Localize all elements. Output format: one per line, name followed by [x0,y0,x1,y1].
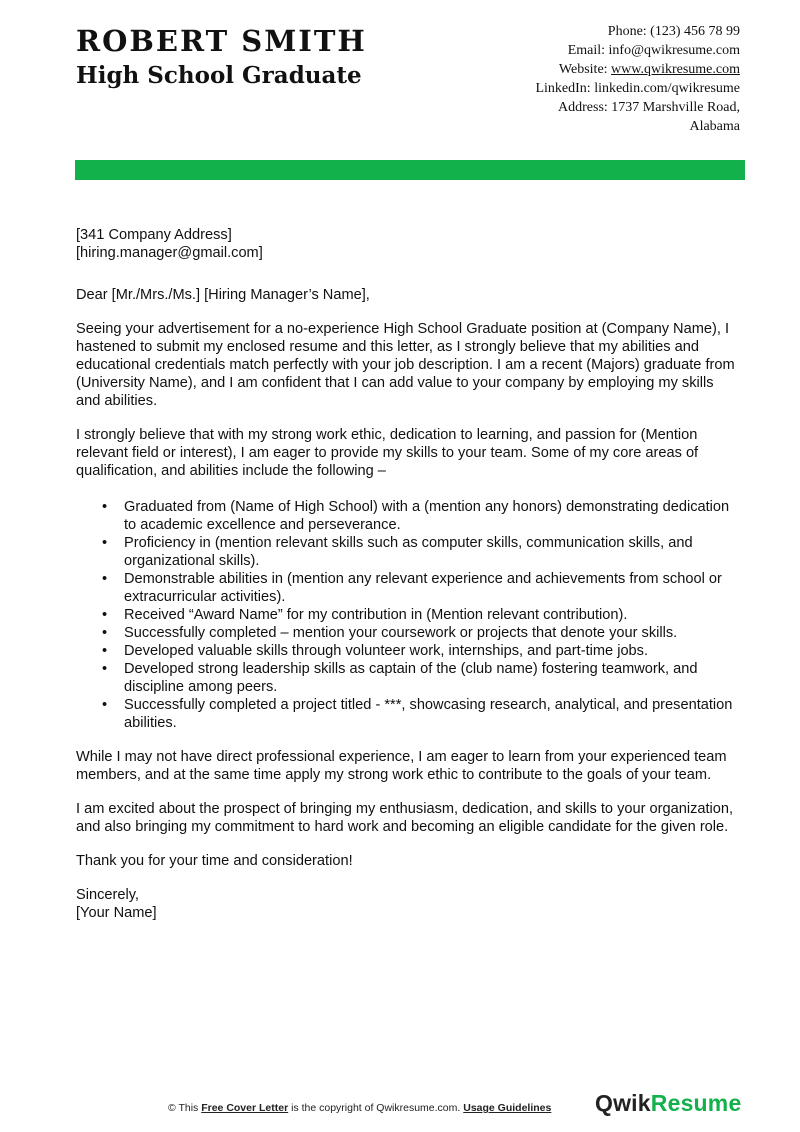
applicant-name: ROBERT SMITH [76,24,367,58]
list-item-text: Received “Award Name” for my contribution in (Mention relevant contribution). [124,607,628,623]
page-footer [0,1090,800,1118]
paragraph-intro: Seeing your advertisement for a no-experience High School Graduate position at (Company Name), I hastened to submit my enclosed resume and this letter, as I strongly believe that my abilities and educational credentials match perfectly with your job description. I am a recent (Majors) graduate from (University Name), and I am confident that I can add value to your company by employing my skills and abilities. [76,321,735,409]
letter-body [76,226,740,922]
free-cover-letter-link[interactable]: Free Cover Letter [201,1102,289,1114]
bullet-icon: • [102,499,108,515]
company-address: [341 Company Address] [76,227,232,243]
qwikresume-logo[interactable] [595,1090,741,1117]
thanks-line: Thank you for your time and consideration! [76,853,353,869]
list-item-text: Developed strong leadership skills as captain of the (club name) fostering teamwork, and discipline among peers. [124,661,698,695]
contact-block [440,22,740,136]
list-item [76,570,740,606]
bullet-icon: • [102,571,108,587]
contact-email: Email: info@qwikresume.com [567,43,740,58]
list-item [76,696,740,732]
accent-divider-bar [75,160,745,180]
list-item [76,660,740,696]
manager-email: [hiring.manager@gmail.com] [76,245,263,261]
closing: Sincerely, [76,887,139,903]
contact-website [440,60,740,79]
signature-placeholder: [Your Name] [76,905,157,921]
bullet-icon: • [102,643,108,659]
salutation: Dear [Mr./Mrs./Ms.] [Hiring Manager’s Name], [76,287,370,303]
copyright-notice [168,1102,551,1114]
copyright-prefix: © This [168,1102,202,1114]
list-item [76,498,740,534]
bullet-icon: • [102,661,108,677]
qualifications-list [76,498,740,732]
logo-text-qwik: Qwik [595,1090,651,1116]
list-item [76,606,740,624]
list-item-text: Demonstrable abilities in (mention any relevant experience and achievements from school or extracurricular activities). [124,571,722,605]
bullet-icon: • [102,535,108,551]
usage-guidelines-link[interactable]: Usage Guidelines [463,1102,552,1114]
list-item-text: Proficiency in (mention relevant skills such as computer skills, communication skills, and organizational skills). [124,535,693,569]
list-item-text: Successfully completed – mention your coursework or projects that denote your skills. [124,625,678,641]
paragraph-qualifications-lead: I strongly believe that with my strong work ethic, dedication to learning, and passion for (Mention relevant field or interest), I am eager to provide my skills to your team. Some of my core areas of qualification, and abilities include the following – [76,427,699,479]
contact-website-link[interactable]: www.qwikresume.com [611,62,740,77]
logo-text-resume: Resume [650,1090,742,1116]
copyright-middle: is the copyright of Qwikresume.com. [288,1102,464,1114]
list-item [76,624,740,642]
contact-phone: Phone: (123) 456 78 99 [607,24,740,39]
list-item [76,642,740,660]
contact-address-line1: Address: 1737 Marshville Road, [558,100,740,115]
contact-website-label: Website: [558,62,612,77]
paragraph-experience: While I may not have direct professional experience, I am eager to learn from your experienced team members, and at the same time apply my strong work ethic to contribute to the goals of your team. [76,749,727,783]
list-item-text: Developed valuable skills through volunteer work, internships, and part-time jobs. [124,643,649,659]
list-item [76,534,740,570]
contact-address-line2: Alabama [689,119,740,134]
paragraph-enthusiasm: I am excited about the prospect of bringing my enthusiasm, dedication, and skills to your organization, and also bringing my commitment to hard work and becoming an eligible candidate for the given role. [76,801,734,835]
bullet-icon: • [102,697,108,713]
list-item-text: Graduated from (Name of High School) with a (mention any honors) demonstrating dedication to academic excellence and perseverance. [124,499,730,533]
list-item-text: Successfully completed a project titled - ***, showcasing research, analytical, and presentation abilities. [124,697,733,731]
bullet-icon: • [102,607,108,623]
contact-linkedin: LinkedIn: linkedin.com/qwikresume [535,81,740,96]
applicant-role: High School Graduate [76,62,362,89]
bullet-icon: • [102,625,108,641]
